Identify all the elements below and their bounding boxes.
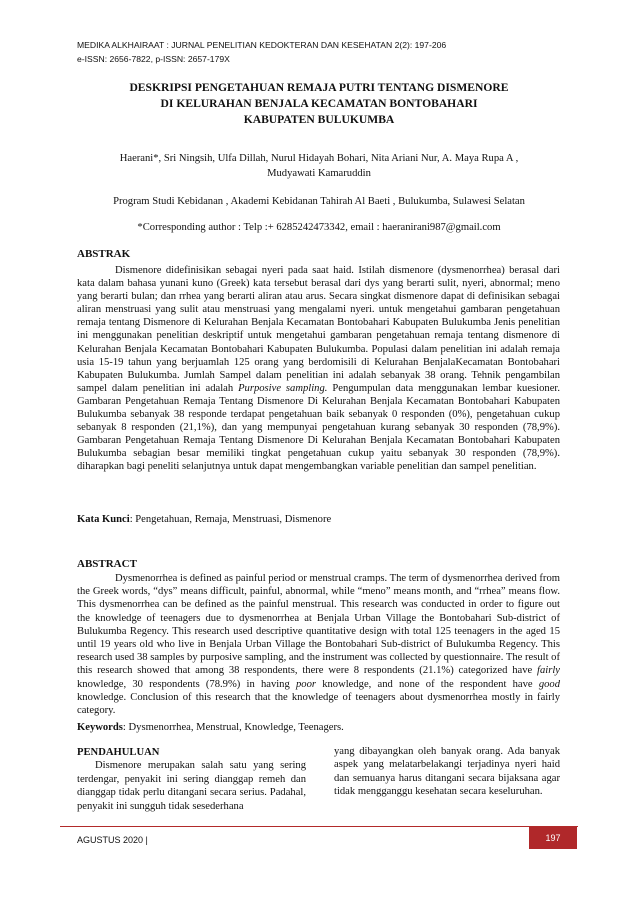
- author-list: [60, 151, 578, 181]
- keywords: [77, 721, 560, 734]
- journal-header: [77, 38, 446, 66]
- abstract-fairly: fairly: [537, 665, 560, 677]
- abstract-heading: ABSTRACT: [77, 558, 137, 570]
- journal-header-title: MEDIKA ALKHAIRAAT : JURNAL PENELITIAN KEDOKTERAN DAN KESEHATAN 2(2): 197-206: [77, 40, 447, 50]
- footer-divider: [60, 826, 578, 827]
- abstract-text-c: knowledge, and none of the respondent have: [316, 678, 539, 690]
- kata-kunci-text: : Pengetahuan, Remaja, Menstruasi, Dismenore: [129, 514, 332, 525]
- abstract-poor: poor: [295, 678, 316, 690]
- abstract-text-b: knowledge, 30 respondents (78.9%) in having: [77, 678, 296, 690]
- pendahuluan-right-text: yang dibayangkan oleh banyak orang. Ada banyak aspek yang melatarbelakangi terjadinya nyeri haid dan semuanya harus ditangani secara bijaksana agar tidak mengganggu kesehatan secara keseluruhan.: [334, 746, 560, 798]
- paper-title-line3: KABUPATEN BULUKUMBA: [243, 113, 395, 126]
- pendahuluan-left-column: [77, 746, 306, 813]
- keywords-label: Keywords: [77, 722, 123, 733]
- footer-date: AGUSTUS 2020 |: [77, 835, 148, 845]
- pendahuluan-right-column: [334, 745, 560, 799]
- pendahuluan-left-text: Dismenore merupakan salah satu yang sering terdengar, penyakit ini sering dianggap remeh dan dianggap tidak perlu ditangani secara serius. Padahal, penyakit ini sungguh tidak sesederhana: [77, 760, 306, 812]
- abstract-text: Dysmenorrhea is defined as painful period or menstrual cramps. The term of dysmenorrhea derived from the Greek words, “dys” means difficult, painful, abnormal, while “meno” means month, and “rrhea” means flow. This dysmenorrhea can be defined as the painful menstrual. This research was conducted in order to figure out the knowledge of teenagers due to dysmenorrhea at Benjala Urban Village the Bontobahari Sub-district of Bulukumba Regency. This research used descriptive quantitative design with total 125 teenagers in the aged 15 until 19 years old who live in Benjala Urban Village the Bontobahari Sub-district of Bulukumba Regency. This research used 38 samples by purposive sampling, and the instrument was collected by questionnaire. The result of this research showed that among 38 respondents, there were 8 respondents (21.1%) categorized have: [77, 573, 560, 677]
- paper-title: [60, 80, 578, 128]
- pendahuluan-heading: PENDAHULUAN: [77, 747, 160, 758]
- author-list-line2: Mudyawati Kamaruddin: [267, 168, 371, 179]
- abstrak-body: [77, 264, 560, 474]
- paper-title-line1: DESKRIPSI PENGETAHUAN REMAJA PUTRI TENTANG DISMENORE: [129, 81, 509, 94]
- abstract-body: [77, 572, 560, 717]
- author-list-line1: Haerani*, Sri Ningsih, Ulfa Dillah, Nurul Hidayah Bohari, Nita Ariani Nur, A. Maya Rupa A ,: [119, 153, 519, 164]
- abstract-good: good: [538, 678, 560, 690]
- abstrak-italic: Purposive sampling.: [238, 382, 328, 394]
- kata-kunci-label: Kata Kunci: [77, 514, 130, 525]
- abstrak-text-rest: Pengumpulan data menggunakan lembar kuesioner. Gambaran Pengetahuan Remaja Tentang Dismenore Di Kelurahan Benjala Kecamatan Bontobahari Kabupaten Bulukumba sebanyak 38 responde terdapat pengetahuan baik sebanyak 0 responden (0%), pengetahuan cukup sebanyak 8 responden (21,1%), dan yang mempunyai pengetahuan kurang sebanyak 30 responden (78,9%). Gambaran Pengetahuan Remaja Tentang Dismenore Di Kelurahan Benjala Kecamatan Bontobahari Kabupaten Bulukumba sebagian besar memiliki tingkat pengetahuan cukup yaitu sebanyak 30 responden (78,9%). diharapkan bagi peneliti selanjutnya untuk dapat mengembangkan variable penelitian dan sampel penelitian.: [77, 382, 560, 473]
- abstrak-heading: ABSTRAK: [77, 248, 131, 260]
- abstract-text-d: knowledge. Conclusion of this research that the knowledge of teenagers about dysmenorrhea mostly in fairly category.: [77, 691, 560, 717]
- abstrak-text: Dismenore didefinisikan sebagai nyeri pada saat haid. Istilah dismenore (dysmenorrhea) berasal dari kata dalam bahasa yunani kuno (Greek) kata tersebut berasal dari dys yang berarti sulit, nyeri, abnormal; meno yang berarti bulan; dan rrhea yang berarti aliran atau arus. Secara singkat dismenore dapat di definisikan sebagai aliran menstruasi yang sulit atau menstruasi yang mengalami nyeri. untuk mengetahui gambaran pengetahuan remaja tentang Dismenore di Kelurahan Benjala Kecamatan Bontobahari Kabupaten Bulukumba Jenis penelitian ini menggunakan penelitian deskriptif untuk mengetahui gambaran pengetahuan remaja tentang dismenore di Kelurahan Benjala Kecamatan Bontobahari Kabupaten Bulukumba. Populasi dalam penelitian ini adalah remaja usia 15-19 tahun yang berjuamlah 125 orang yang berdomisili di Kelurahan BenjalaKecamatan Bontobahari Kabupaten Bulukumba. Jumlah Sampel dalam penelitian ini adalah sebanyak 38 orang. Tehnik pengambilan sampel dalam penelitian ini adalah: [77, 265, 560, 394]
- affiliation: Program Studi Kebidanan , Akademi Kebidanan Tahirah Al Baeti , Bulukumba, Sulawesi Selatan: [113, 196, 525, 207]
- kata-kunci: [77, 513, 560, 526]
- page-number: 197: [529, 827, 577, 849]
- journal-header-issn: e-ISSN: 2656-7822, p-ISSN: 2657-179X: [77, 54, 230, 64]
- correspondence: *Corresponding author : Telp :+ 6285242473342, email : haeranirani987@gmail.com: [137, 222, 501, 233]
- paper-title-line2: DI KELURAHAN BENJALA KECAMATAN BONTOBAHARI: [160, 97, 478, 110]
- keywords-text: : Dysmenorrhea, Menstrual, Knowledge, Teenagers.: [122, 722, 344, 733]
